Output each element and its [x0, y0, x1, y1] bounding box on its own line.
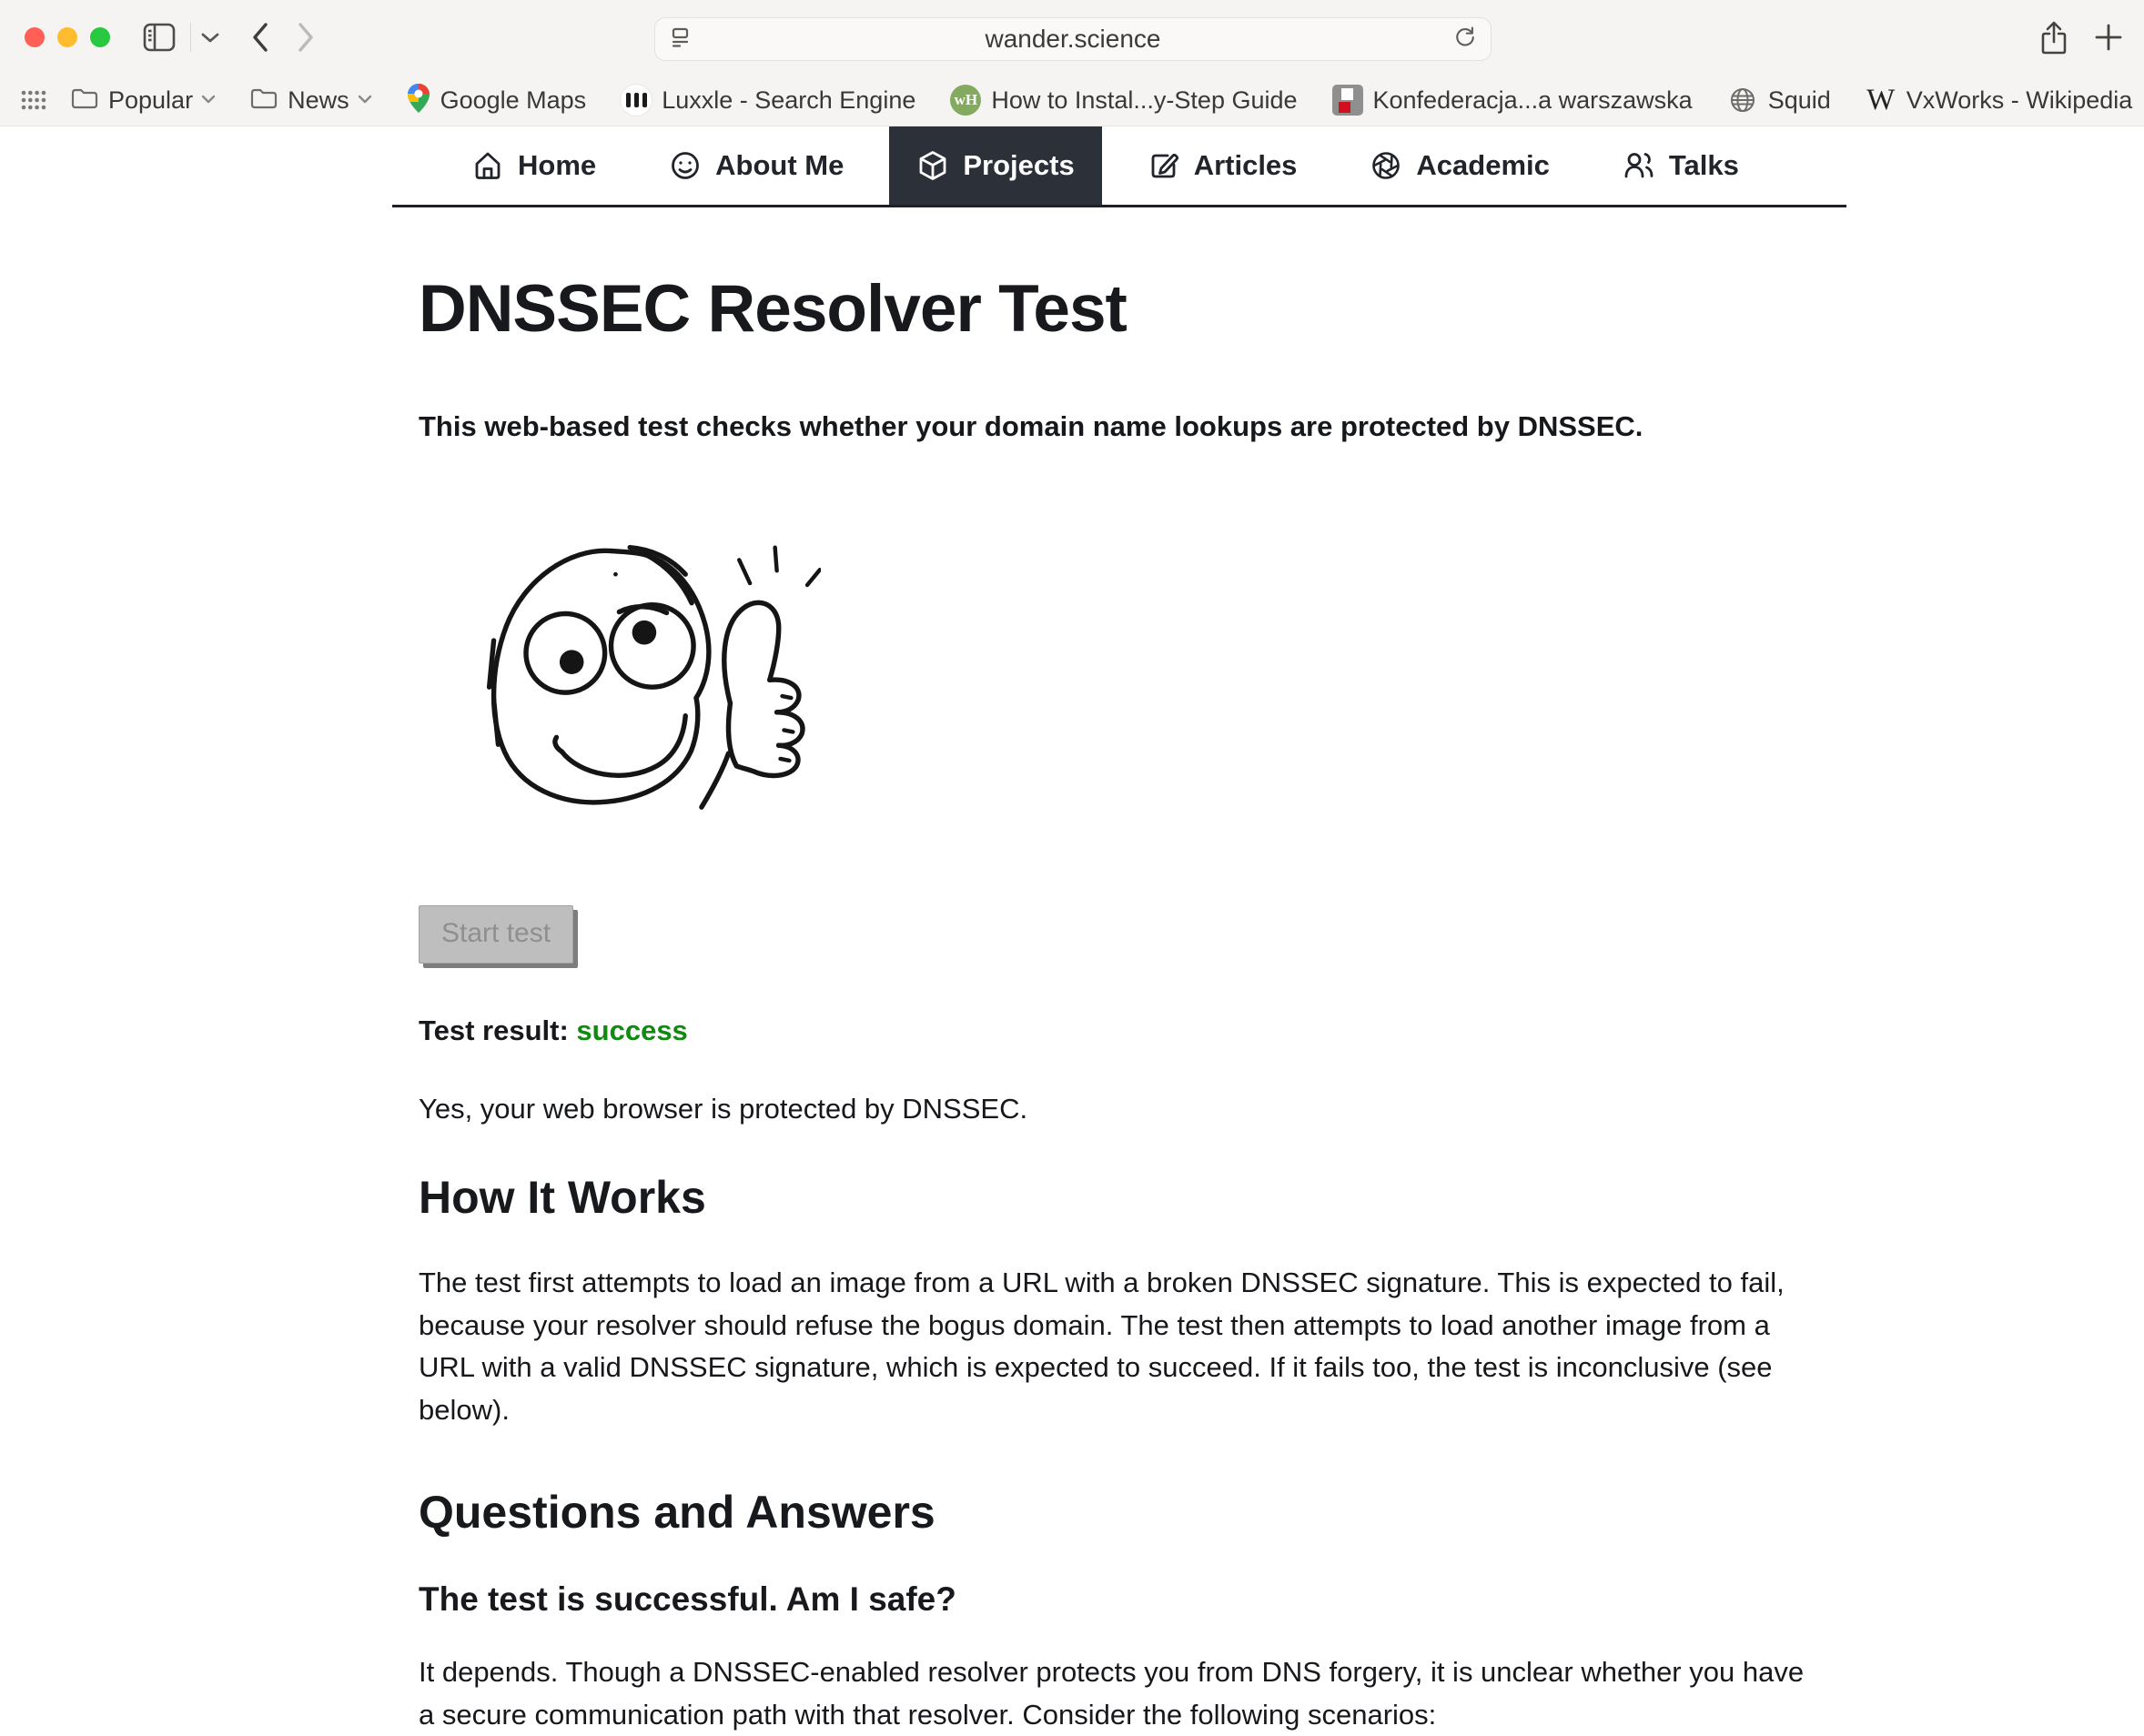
- forward-button[interactable]: [297, 22, 315, 53]
- start-test-button[interactable]: Start test: [419, 905, 573, 964]
- zoom-window-button[interactable]: [90, 27, 110, 47]
- toolbar-divider: [190, 23, 191, 52]
- bookmark-luxxle[interactable]: [621, 85, 915, 116]
- sidebar-chevron-down-icon[interactable]: [200, 31, 220, 44]
- new-tab-icon[interactable]: [2093, 22, 2124, 53]
- reload-icon[interactable]: [1452, 25, 1478, 55]
- result-note: Yes, your web browser is protected by DNSSEC.: [419, 1093, 1028, 1125]
- nav-label: Academic: [1416, 149, 1550, 181]
- bookmark-label: Konfederacja...a warszawska: [1372, 86, 1693, 114]
- home-icon: [471, 149, 504, 182]
- nav-item-academic[interactable]: [1342, 126, 1576, 205]
- people-icon: [1623, 149, 1655, 182]
- minimize-window-button[interactable]: [57, 27, 77, 47]
- page-title: DNSSEC Resolver Test: [419, 272, 1127, 346]
- nav-item-talks[interactable]: [1595, 126, 1766, 205]
- nav-label: Talks: [1668, 149, 1739, 181]
- close-window-button[interactable]: [25, 27, 45, 47]
- sidebar-toggle-icon[interactable]: [143, 23, 176, 52]
- nav-label: About Me: [715, 149, 844, 181]
- how-it-works-heading: How It Works: [419, 1172, 706, 1223]
- test-result-line: [419, 1014, 1846, 1047]
- bookmark-vxworks-wikipedia[interactable]: [1866, 85, 2133, 116]
- back-button[interactable]: [251, 22, 269, 53]
- bookmark-wikihow[interactable]: [950, 85, 1297, 116]
- google-maps-pin-icon: [407, 83, 430, 118]
- wikihow-icon: wH: [950, 85, 981, 116]
- bookmark-google-maps[interactable]: [407, 83, 587, 118]
- main-content: [392, 271, 1846, 1736]
- browser-toolbar: [0, 0, 2144, 75]
- bookmark-label: VxWorks - Wikipedia: [1906, 86, 2133, 114]
- favorites-grid-icon[interactable]: [20, 88, 47, 112]
- globe-icon: [1727, 85, 1758, 116]
- browser-chrome: [0, 0, 2144, 126]
- bookmark-label: Popular: [108, 86, 194, 114]
- bookmark-label: Google Maps: [440, 86, 587, 114]
- smiley-icon: [669, 149, 702, 182]
- bookmark-folder-popular[interactable]: [71, 86, 216, 115]
- web-page: [0, 126, 2144, 1736]
- bookmark-squid[interactable]: [1727, 85, 1831, 116]
- qa-sub-heading: The test is successful. Am I safe?: [419, 1580, 956, 1618]
- test-result-value: success: [576, 1014, 688, 1046]
- nav-label: Projects: [963, 149, 1075, 181]
- aperture-icon: [1370, 149, 1402, 182]
- folder-icon: [250, 87, 278, 114]
- nav-label: Articles: [1193, 149, 1298, 181]
- thumbs-up-doodle-image: [460, 528, 821, 814]
- nav-item-projects[interactable]: [889, 126, 1101, 205]
- nav-item-home[interactable]: [444, 126, 623, 205]
- konfederacja-icon: [1332, 85, 1363, 116]
- cube-icon: [916, 149, 949, 182]
- wikipedia-icon: W: [1866, 84, 1896, 116]
- url-text[interactable]: wander.science: [985, 25, 1161, 53]
- address-bar[interactable]: [654, 17, 1492, 61]
- site-navigation: [392, 126, 1846, 207]
- intro-text: This web-based test checks whether your domain name lookups are protected by DNSSEC.: [419, 410, 1643, 442]
- bookmark-folder-news[interactable]: [250, 86, 372, 115]
- chevron-down-icon: [358, 92, 372, 108]
- share-icon[interactable]: [2038, 20, 2069, 56]
- bookmark-label: How to Instal...y-Step Guide: [991, 86, 1298, 114]
- window-controls: [25, 27, 110, 47]
- bookmark-label: Luxxle - Search Engine: [662, 86, 916, 114]
- bookmark-label: News: [288, 86, 349, 114]
- bookmark-konfederacja[interactable]: [1332, 85, 1693, 116]
- how-it-works-text: The test first attempts to load an image from a URL with a broken DNSSEC signature. This is expected to fail, because your resolver should refuse the bogus domain. The test then attempts to load another image from a URL with a valid DNSSEC signature, which is expected to succeed. If it fails too, the test is inconclusive (see below).: [419, 1267, 1785, 1426]
- test-result-label: Test result:: [419, 1014, 569, 1046]
- luxxle-icon: [621, 85, 652, 116]
- questions-answers-heading: Questions and Answers: [419, 1487, 935, 1538]
- nav-label: Home: [518, 149, 597, 181]
- bookmarks-bar: [0, 75, 2144, 126]
- bookmark-label: Squid: [1767, 86, 1831, 114]
- nav-item-articles[interactable]: [1120, 126, 1325, 205]
- nav-item-about-me[interactable]: [642, 126, 871, 205]
- edit-icon: [1148, 149, 1180, 182]
- chevron-down-icon: [201, 92, 216, 108]
- qa-text: It depends. Though a DNSSEC-enabled resolver protects you from DNS forgery, it is unclear whether you have a secure communication path with that resolver. Consider the following scenarios:: [419, 1656, 1805, 1731]
- folder-icon: [71, 87, 98, 114]
